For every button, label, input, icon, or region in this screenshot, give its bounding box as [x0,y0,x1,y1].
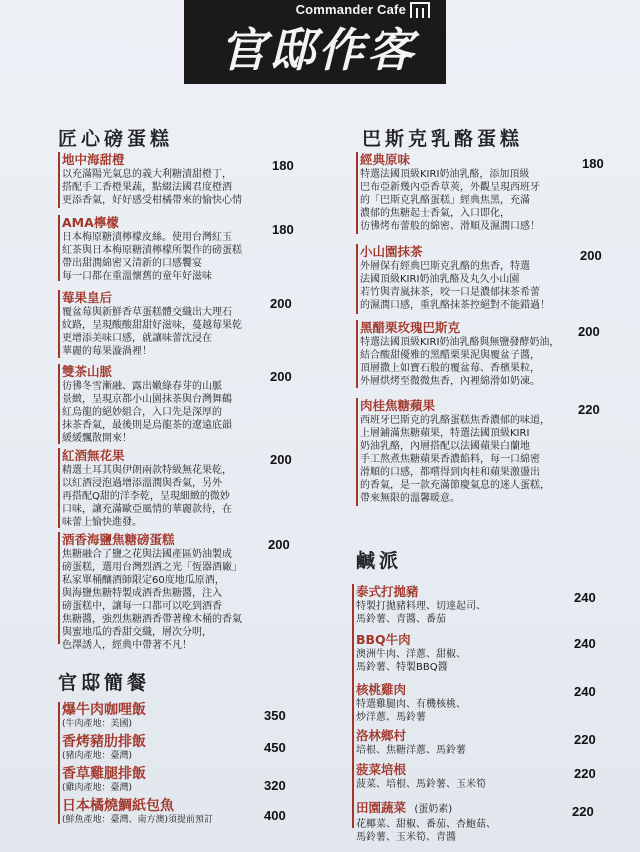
item-price: 240 [574,590,596,605]
item-accent-bar [352,584,354,828]
item-name: 菠菜培根 [356,762,407,777]
item-description: 精選土耳其與伊朗兩款特級無花果乾， 以紅酒浸泡過增添溫潤與香氣，另外 再搭配Q甜的洋李乾，呈現細緻的微妙 口味，讓充滿歐亞風情的華麗款待，在 味蕾上愉快進發。 [62,465,232,528]
item-accent-bar [356,152,358,234]
section-title-savory: 鹹派 [356,550,403,572]
item-name: 雙茶山脈 [62,364,113,379]
item-price: 200 [270,369,292,384]
item-description: 彷彿冬雪漸融、露出嫩綠春芽的山脈 景緻，呈現京都小山園抹茶與台灣舞鶴 紅烏龍的絕妙組合，入口先是深厚的 抹茶香氣，最後則是烏龍茶的遼遠底韻 緩緩飄散開來！ [62,381,232,444]
item-price: 200 [580,248,602,263]
item-name: 日本橘燒鯛紙包魚 [62,798,174,814]
section-title-meals: 官邸簡餐 [58,672,151,694]
item-name: 洛林鄉村 [356,728,407,743]
item-description: 澳洲牛肉、洋蔥、甜椒、 馬鈴薯、特製BBQ醬 [356,649,466,673]
menu-item [62,532,332,652]
item-description: 花椰菜、甜椒、番茄、杏鮑菇、 馬鈴薯、玉米筍、青醬 [356,819,496,843]
item-price: 200 [270,296,292,311]
item-description: 日本梅原糖漬檸檬皮絲。使用台灣紅玉 紅茶與日本梅原糖漬檸檬所製作的磅蛋糕 帶出甜潤綿密又清新的口感饗宴 每一口都在重溫懷舊的童年好滋味 [62,232,242,282]
item-name: 地中海甜橙 [62,152,125,167]
item-description: 西班牙巴斯克的乳酪蛋糕焦香濃郁的味道， 上層鋪滿焦糖蘋果，特選法國頂級KIRI 奶油乳酪，內層搭配以法國蘋果白蘭地 手工熬煮焦糖蘋果香濃餡料，每一口綿密 滑順的口感，都嚐得到肉桂和蘋果激盪出 的香氣，是一款充滿節慶氣息的迷人蛋糕， 帶來無限的溫馨暖意。 [360,415,550,504]
menu-item [62,734,332,763]
item-name-note: (蛋奶素) [414,804,453,815]
item-accent-bar [58,290,60,358]
item-name: 小山園抹茶 [360,244,423,259]
item-description: 特選雞腿肉、有機核桃、 炒洋蔥、馬鈴薯 [356,699,466,723]
menu-item [356,762,576,791]
menu-item [356,632,576,674]
item-price: 220 [574,766,596,781]
item-accent-bar [58,364,60,444]
section-title-basque: 巴斯克乳酪蛋糕 [362,128,524,150]
menu-item [356,800,576,844]
item-accent-bar [58,215,60,281]
item-accent-bar [356,398,358,506]
item-price: 180 [272,222,294,237]
item-price: 220 [572,804,594,819]
item-name-text: 田園蔬菜 [356,800,407,815]
item-accent-bar [58,448,60,528]
item-name: 酒香海鹽焦糖磅蛋糕 [62,532,175,547]
item-accent-bar [356,244,358,314]
cafe-logo [184,0,446,84]
menu-item [62,766,332,795]
item-name: BBQ牛肉 [356,632,411,647]
item-name: 香烤豬肋排飯 [62,734,146,750]
item-price: 400 [264,808,286,823]
menu-item [62,798,332,827]
item-accent-bar [356,320,358,388]
item-accent-bar [58,532,60,644]
logo-english-name: Commander Cafe [295,2,406,17]
logo-chinese-name: 官邸作客 [220,23,416,77]
item-price: 200 [268,537,290,552]
item-description: 以充滿陽光氣息的義大利糖漬甜橙丁， 搭配手工香橙果蔬，點綴法國君度橙酒 更添香氣，好好感受柑橘帶來的愉快心情 [62,169,242,206]
item-name [356,800,576,818]
item-description: 焦糖融合了鹽之花與法國產區奶油製成 磅蛋糕，選用台灣烈酒之光「恆器酒廠」 私家單桶釀酒師限定60度地瓜原酒， 與海鹽焦糖特製成酒香焦糖醬，注入 磅蛋糕中，讓每一口都可以吃到酒香 焦糖醬，強烈焦糖酒香帶著橡木桶的香氣 與蜜地瓜的香甜交織，層次分明， 色澤誘人，經典中帶著不凡！ [62,549,242,651]
item-price: 320 [264,778,286,793]
item-price: 220 [574,732,596,747]
item-price: 180 [272,158,294,173]
item-name: 爆牛肉咖哩飯 [62,702,146,718]
item-name: 泰式打拋豬 [356,584,419,599]
item-description: 特選法國頂級KIRI奶油乳酪，添加頂級 巴布亞新幾內亞香草莢，外觀呈現西班牙 的「巴斯克乳酪蛋糕」經典焦黑，充滿 濃郁的焦糖起士香氣，入口即化， 彷彿烤布蕾般的綿密、滑順及濕潤口感！ [360,169,540,232]
item-name: 紅酒無花果 [62,448,125,463]
menu-item [360,320,590,388]
item-description: 特製打拋豬料理、切達起司、 馬鈴薯、青醬、番茄 [356,601,486,625]
item-price: 220 [578,402,600,417]
item-price: 450 [264,740,286,755]
item-name: AMA檸檬 [62,215,119,230]
item-price: 240 [574,636,596,651]
item-origin: (豬肉產地：臺灣) [62,751,133,761]
item-description: 培根、焦糖洋蔥、馬鈴薯 [356,745,466,756]
menu-item [356,584,576,626]
menu-item [62,702,332,731]
item-name: 黑醋栗玫瑰巴斯克 [360,320,461,335]
item-name: 莓果皇后 [62,290,113,305]
item-price: 200 [270,452,292,467]
item-name: 核桃雞肉 [356,682,407,697]
item-origin: (鮮魚產地：臺灣、南方澳)須提前預訂 [62,815,214,825]
menu-item [356,682,576,724]
menu-item [356,728,576,757]
item-price: 240 [574,684,596,699]
item-description: 特選法國頂級KIRI奶油乳酪與無鹽發酵奶油， 結合酸甜優雅的黑醋栗果泥與覆盆子醬， 頂層撒上如寶石般的覆盆莓、香檳果粒， 外層烘烤至微微焦香，內裡綿滑如奶凍。 [360,337,560,387]
item-name: 經典原味 [360,152,411,167]
section-title-pound-cake: 匠心磅蛋糕 [58,128,174,150]
item-description: 外層保有經典巴斯克乳酪的焦香，特選 法國頂級KIRI奶油乳酪及丸久小山園 若竹與青嵐抹茶，咬一口是濃郁抹茶希蕾 的濕潤口感，重乳酪抹茶控絕對不能錯過！ [360,261,550,311]
item-origin: (牛肉產地：美國) [62,719,133,729]
menu-item [360,398,586,505]
item-accent-bar [58,702,60,824]
item-price: 350 [264,708,286,723]
item-origin: (雞肉產地：臺灣) [62,783,133,793]
item-name: 肉桂焦糖蘋果 [360,398,436,413]
item-name: 香草雞腿排飯 [62,766,146,782]
item-description: 菠菜、培根、馬鈴薯、玉米筍 [356,779,486,790]
item-price: 180 [582,156,604,171]
item-accent-bar [58,152,60,208]
item-price: 200 [578,324,600,339]
item-description: 覆盆莓與新鮮香草蛋糕體交織出大理石 紋路，呈現酸酸甜甜好滋味，蔓越莓果乾 更增添美味口感，就讓味蕾沈浸在 華麗的莓果漩渦裡！ [62,307,242,357]
